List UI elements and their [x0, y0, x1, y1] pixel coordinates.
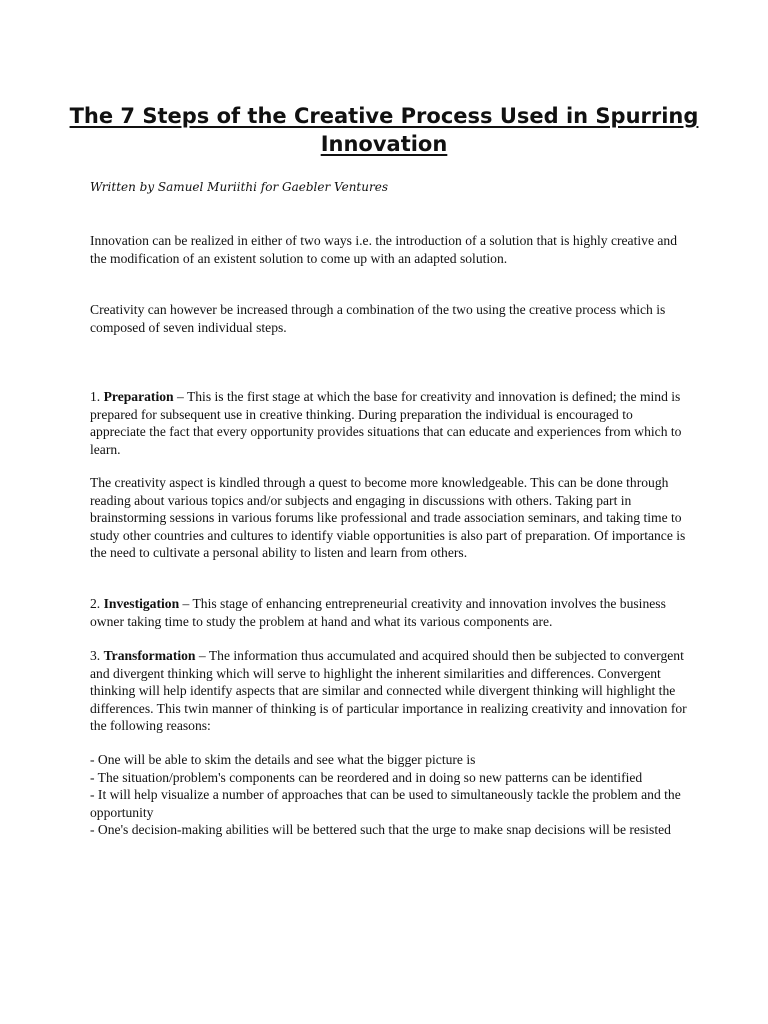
step-preparation: [90, 388, 690, 458]
list-item: - One's decision-making abilities will be bettered such that the urge to make snap decisions will be resisted: [90, 822, 671, 837]
step-transformation: [90, 647, 690, 735]
preparation-followup-paragraph: The creativity aspect is kindled through a quest to become more knowledgeable. This can be done through reading about various topics and/or subjects and engaging in discussions with others. Taking part in brainstorming sessions in various forums like professional and trade association seminars, and taking time to study other countries and cultures to identify viable opportunities is also part of preparation. Of importance is the need to cultivate a personal ability to listen and learn from others.: [90, 475, 686, 560]
document-title: The 7 Steps of the Creative Process Used in Spurring Innovation: [69, 104, 699, 156]
transformation-reasons-list: [90, 751, 690, 839]
intro-paragraph-1: Innovation can be realized in either of two ways i.e. the introduction of a solution that is highly creative and the modification of an existent solution to come up with an adapted solution.: [90, 233, 678, 266]
list-item: - One will be able to skim the details and see what the bigger picture is: [90, 752, 476, 767]
step-term: Transformation: [103, 648, 196, 663]
step-number: 2.: [90, 596, 101, 611]
step-investigation: [90, 595, 690, 630]
list-item: - It will help visualize a number of approaches that can be used to simultaneously tackle the problem and the opportunity: [90, 787, 681, 820]
step-number: 3.: [90, 648, 101, 663]
step-term: Investigation: [103, 596, 180, 611]
list-item: - The situation/problem's components can be reordered and in doing so new patterns can be identified: [90, 769, 643, 785]
step-term: Preparation: [103, 389, 174, 404]
step-number: 1.: [90, 389, 101, 404]
step-description: – The information thus accumulated and acquired should then be subjected to convergent and divergent thinking which will serve to highlight the inherent similarities and differences. Convergent thinking will help identify aspects that are similar and connected while divergent thinking will highlight the differences. This twin manner of thinking is of particular importance in realizing creativity and innovation for the following reasons:: [90, 648, 687, 733]
author-byline: Written by Samuel Muriithi for Gaebler Ventures: [90, 180, 388, 194]
step-description: – This stage of enhancing entrepreneurial creativity and innovation involves the business owner taking time to study the problem at hand and what its various components are.: [90, 596, 666, 629]
intro-paragraph-2: Creativity can however be increased through a combination of the two using the creative process which is composed of seven individual steps.: [90, 302, 666, 335]
step-description: – This is the first stage at which the base for creativity and innovation is defined; the mind is prepared for subsequent use in creative thinking. During preparation the individual is encouraged to appreciate the fact that every opportunity provides situations that can educate and experiences from which to learn.: [90, 389, 682, 457]
